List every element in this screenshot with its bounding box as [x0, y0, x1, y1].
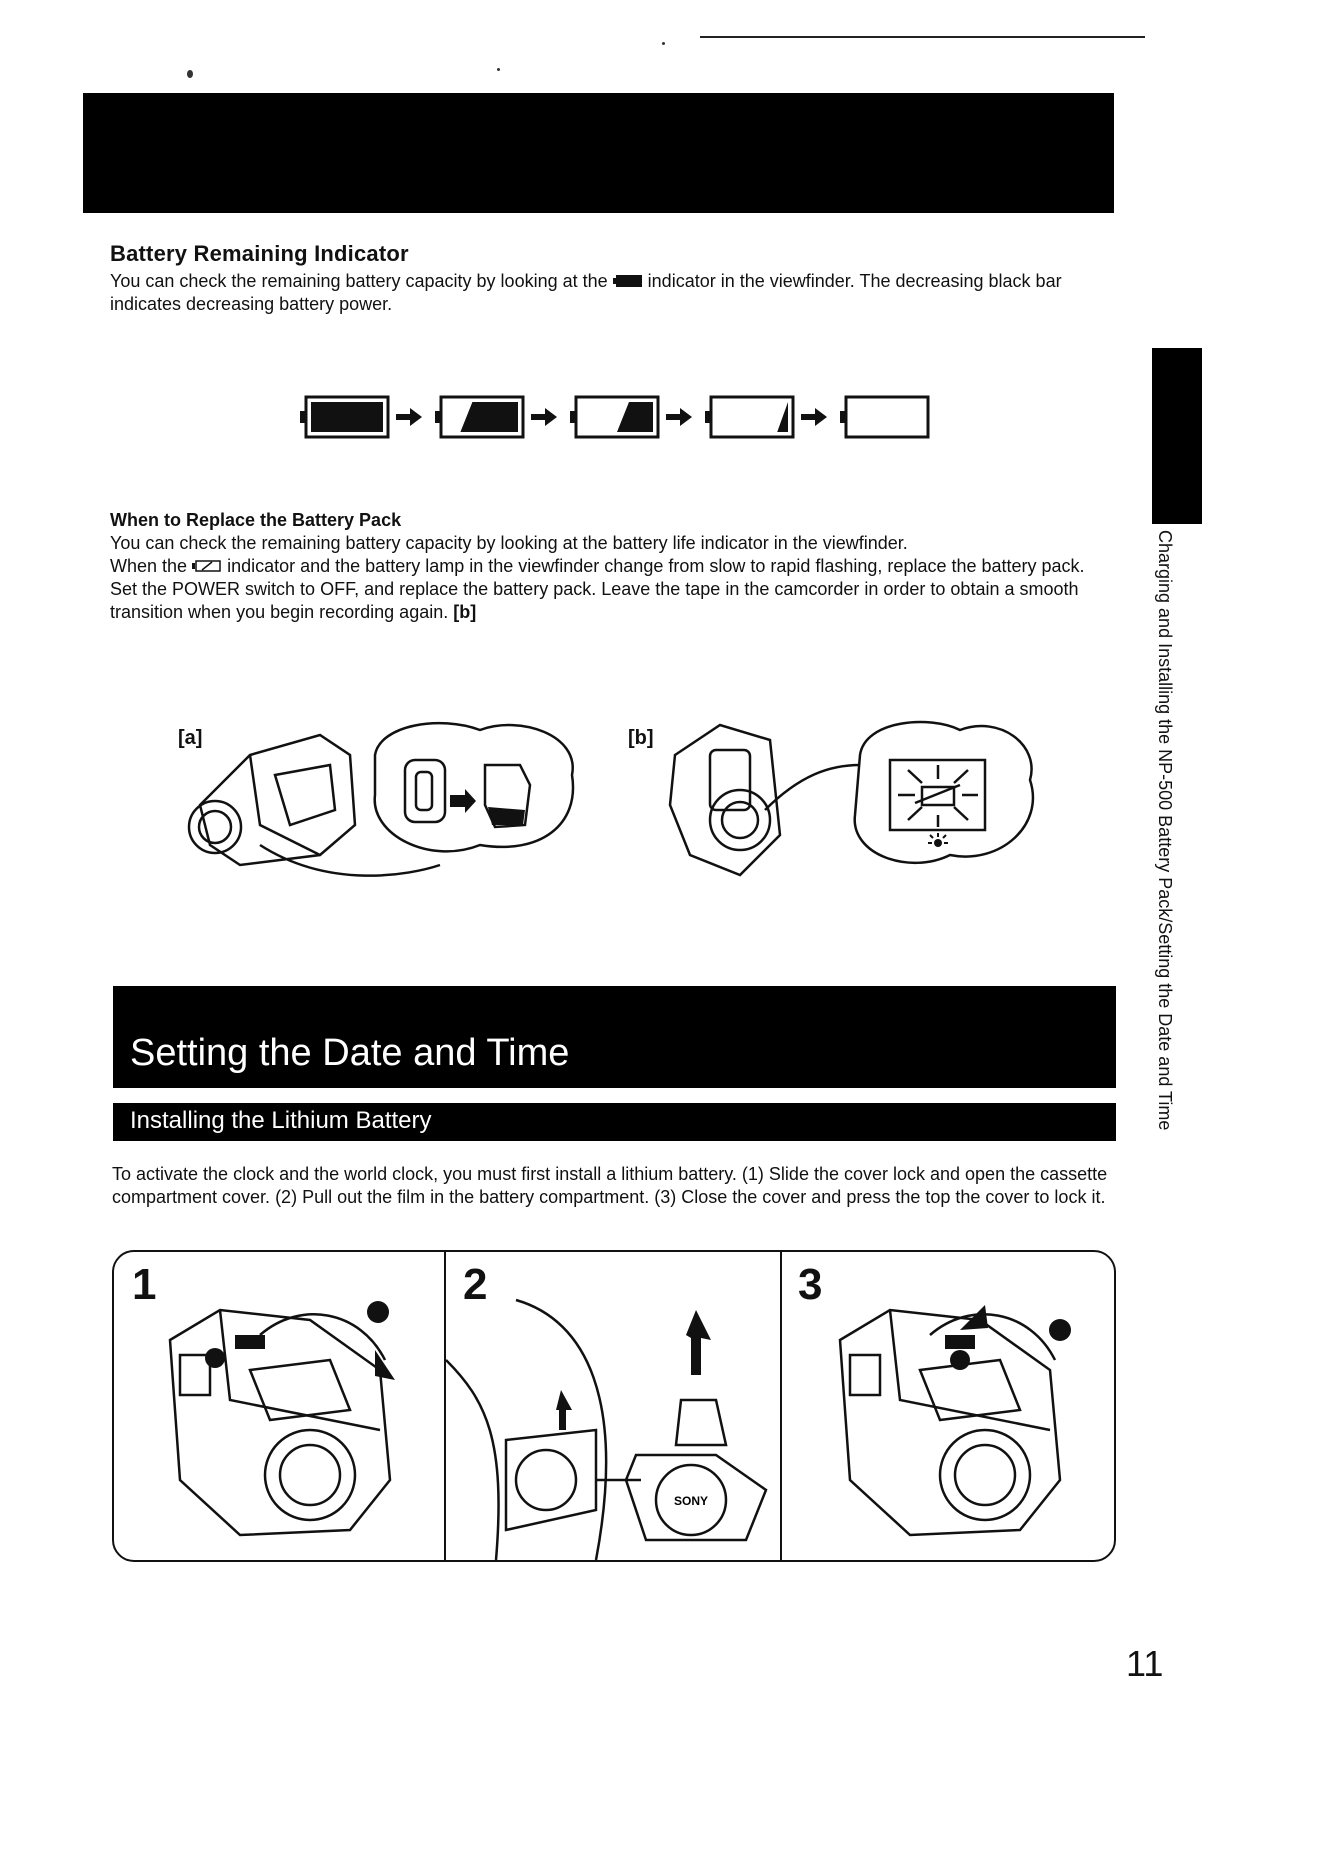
- replace-text-before: When the: [110, 556, 188, 576]
- battery-level-icon: [840, 397, 928, 437]
- step-3-camcorder-illustration: [820, 1280, 1100, 1550]
- empty-battery-icon: [192, 559, 222, 573]
- battery-heading: Battery Remaining Indicator: [110, 241, 409, 266]
- replace-heading: When to Replace the Battery Pack: [110, 510, 402, 530]
- figure-a-camcorder-illustration: [180, 715, 580, 890]
- page-number: 11: [1126, 1643, 1164, 1684]
- lithium-subtitle: Installing the Lithium Battery: [130, 1107, 432, 1134]
- battery-paragraph: [110, 270, 1118, 316]
- step-3-number: 3: [798, 1260, 823, 1309]
- replace-text-after: indicator and the battery lamp in the viewfinder change from slow to rapid flashing, replace the battery pack. Set the POWER switch to OFF, and replace the battery pack. Leave the tape in the camcorder in order to obtain a smooth transition when you begin recording again.: [110, 556, 1085, 622]
- figure-a-label: [a]: [178, 727, 203, 749]
- speck: [497, 68, 500, 71]
- battery-level-icon: [570, 397, 658, 437]
- battery-level-icon: [435, 397, 523, 437]
- speck: [187, 70, 193, 78]
- battery-full-icon: [613, 274, 643, 288]
- step-2-battery-compartment-illustration: [446, 1280, 778, 1560]
- step-2-number: 2: [463, 1260, 488, 1309]
- battery-levels-diagram: [300, 388, 930, 446]
- replace-line1: You can check the remaining battery capacity by looking at the battery life indicator in the viewfinder.: [110, 533, 908, 553]
- arrow-right-icon: [531, 408, 557, 426]
- speck: [662, 42, 665, 45]
- header-bar: [83, 93, 1114, 213]
- side-tab-block: [1152, 348, 1202, 524]
- figure-b-viewfinder-illustration: [660, 715, 1040, 890]
- battery-text-after: indicator in the viewfinder. The decreasing black bar indicates decreasing battery power.: [110, 271, 1062, 314]
- step-divider: [780, 1250, 782, 1562]
- lithium-instructions: To activate the clock and the world clock, you must first install a lithium battery. (1) Slide the cover lock and open the cassette compartment cover. (2) Pull out the film in the battery compartment. (3) Close the cover and press the top the cover to lock it.: [112, 1164, 1108, 1207]
- step-1-number: 1: [132, 1260, 157, 1309]
- date-time-title: Setting the Date and Time: [130, 1032, 570, 1074]
- arrow-right-icon: [801, 408, 827, 426]
- arrow-right-icon: [396, 408, 422, 426]
- figure-b-label: [b]: [628, 727, 654, 749]
- battery-text-before: You can check the remaining battery capacity by looking at the: [110, 271, 608, 291]
- battery-level-icon: [300, 397, 388, 437]
- replace-paragraph: [110, 555, 1100, 624]
- step-1-camcorder-illustration: [150, 1280, 420, 1550]
- battery-level-icon: [705, 397, 793, 437]
- replace-ref: [b]: [453, 602, 477, 622]
- arrow-right-icon: [666, 408, 692, 426]
- coin-label: SONY: [673, 1494, 709, 1508]
- top-rule: [700, 36, 1145, 38]
- side-tab-text: Charging and Installing the NP-500 Battery Pack/Setting the Date and Time: [1155, 530, 1175, 1131]
